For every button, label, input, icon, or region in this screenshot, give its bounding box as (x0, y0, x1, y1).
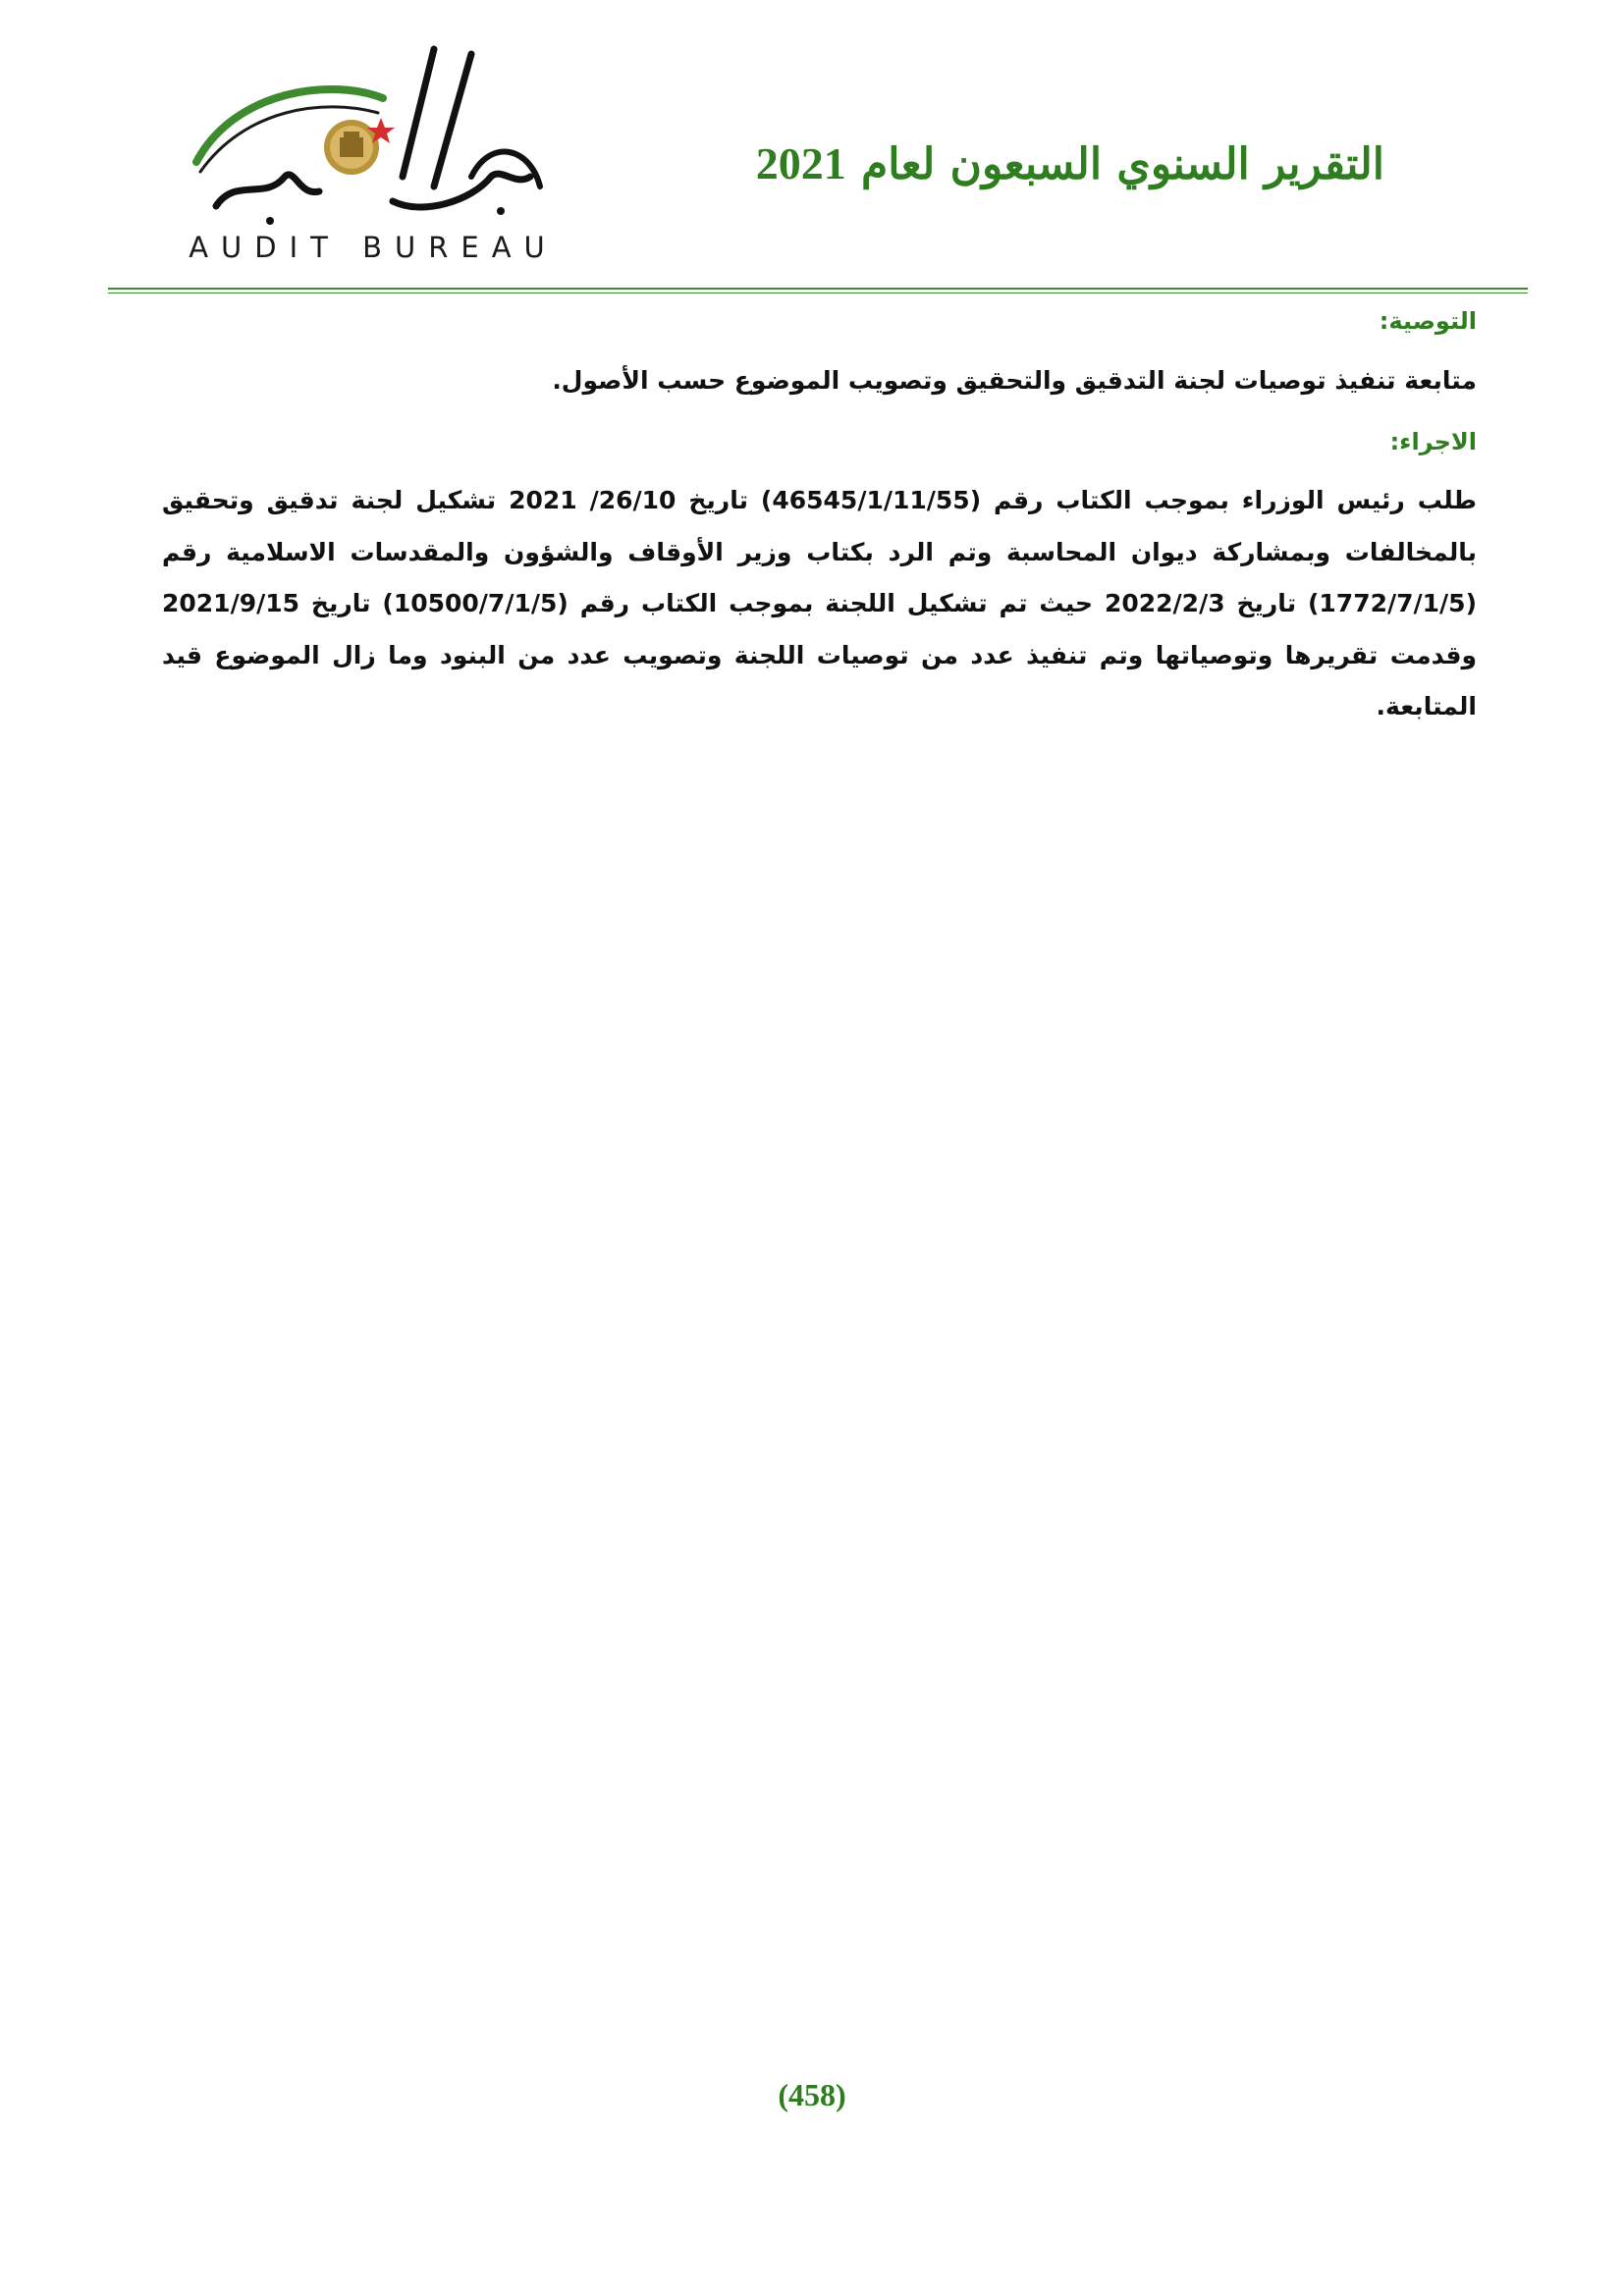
page-number: (458) (778, 2077, 846, 2112)
report-title (746, 137, 1384, 189)
action-text: طلب رئيس الوزراء بموجب الكتاب رقم (46545/1/11/55) تاريخ 26/10/ 2021 تشكيل لجنة تدقيق وتحقيق بالمخالفات وبمشاركة ديوان المحاسبة وتم الرد بكتاب وزير الأوقاف والشؤون والمقدسات الاسلامية رقم (1772/7/1/5) تاريخ 2022/2/3 حيث تم تشكيل اللجنة بموجب الكتاب رقم (10500/7/1/5) تاريخ 2021/9/15 وقدمت تقريرها وتوصياتها وتم تنفيذ عدد من توصيات اللجنة وتصويب عدد من البنود وما زال الموضوع قيد المتابعة. (162, 486, 1478, 721)
audit-bureau-logo (177, 29, 569, 265)
recommendation-heading: التوصية: (1379, 307, 1477, 335)
report-title-year: 2021 (755, 138, 846, 188)
header-divider-thin (108, 293, 1528, 294)
recommendation-text: متابعة تنفيذ توصيات لجنة التدقيق والتحقيق وتصويب الموضوع حسب الأصول. (552, 366, 1477, 395)
header-divider (108, 288, 1528, 290)
report-title-text: التقرير السنوي السبعون لعام (861, 139, 1384, 189)
logo-calligraphy-icon (177, 29, 569, 236)
logo-latin-text: AUDIT BUREAU (189, 231, 558, 264)
action-heading: الاجراء: (1389, 428, 1477, 455)
